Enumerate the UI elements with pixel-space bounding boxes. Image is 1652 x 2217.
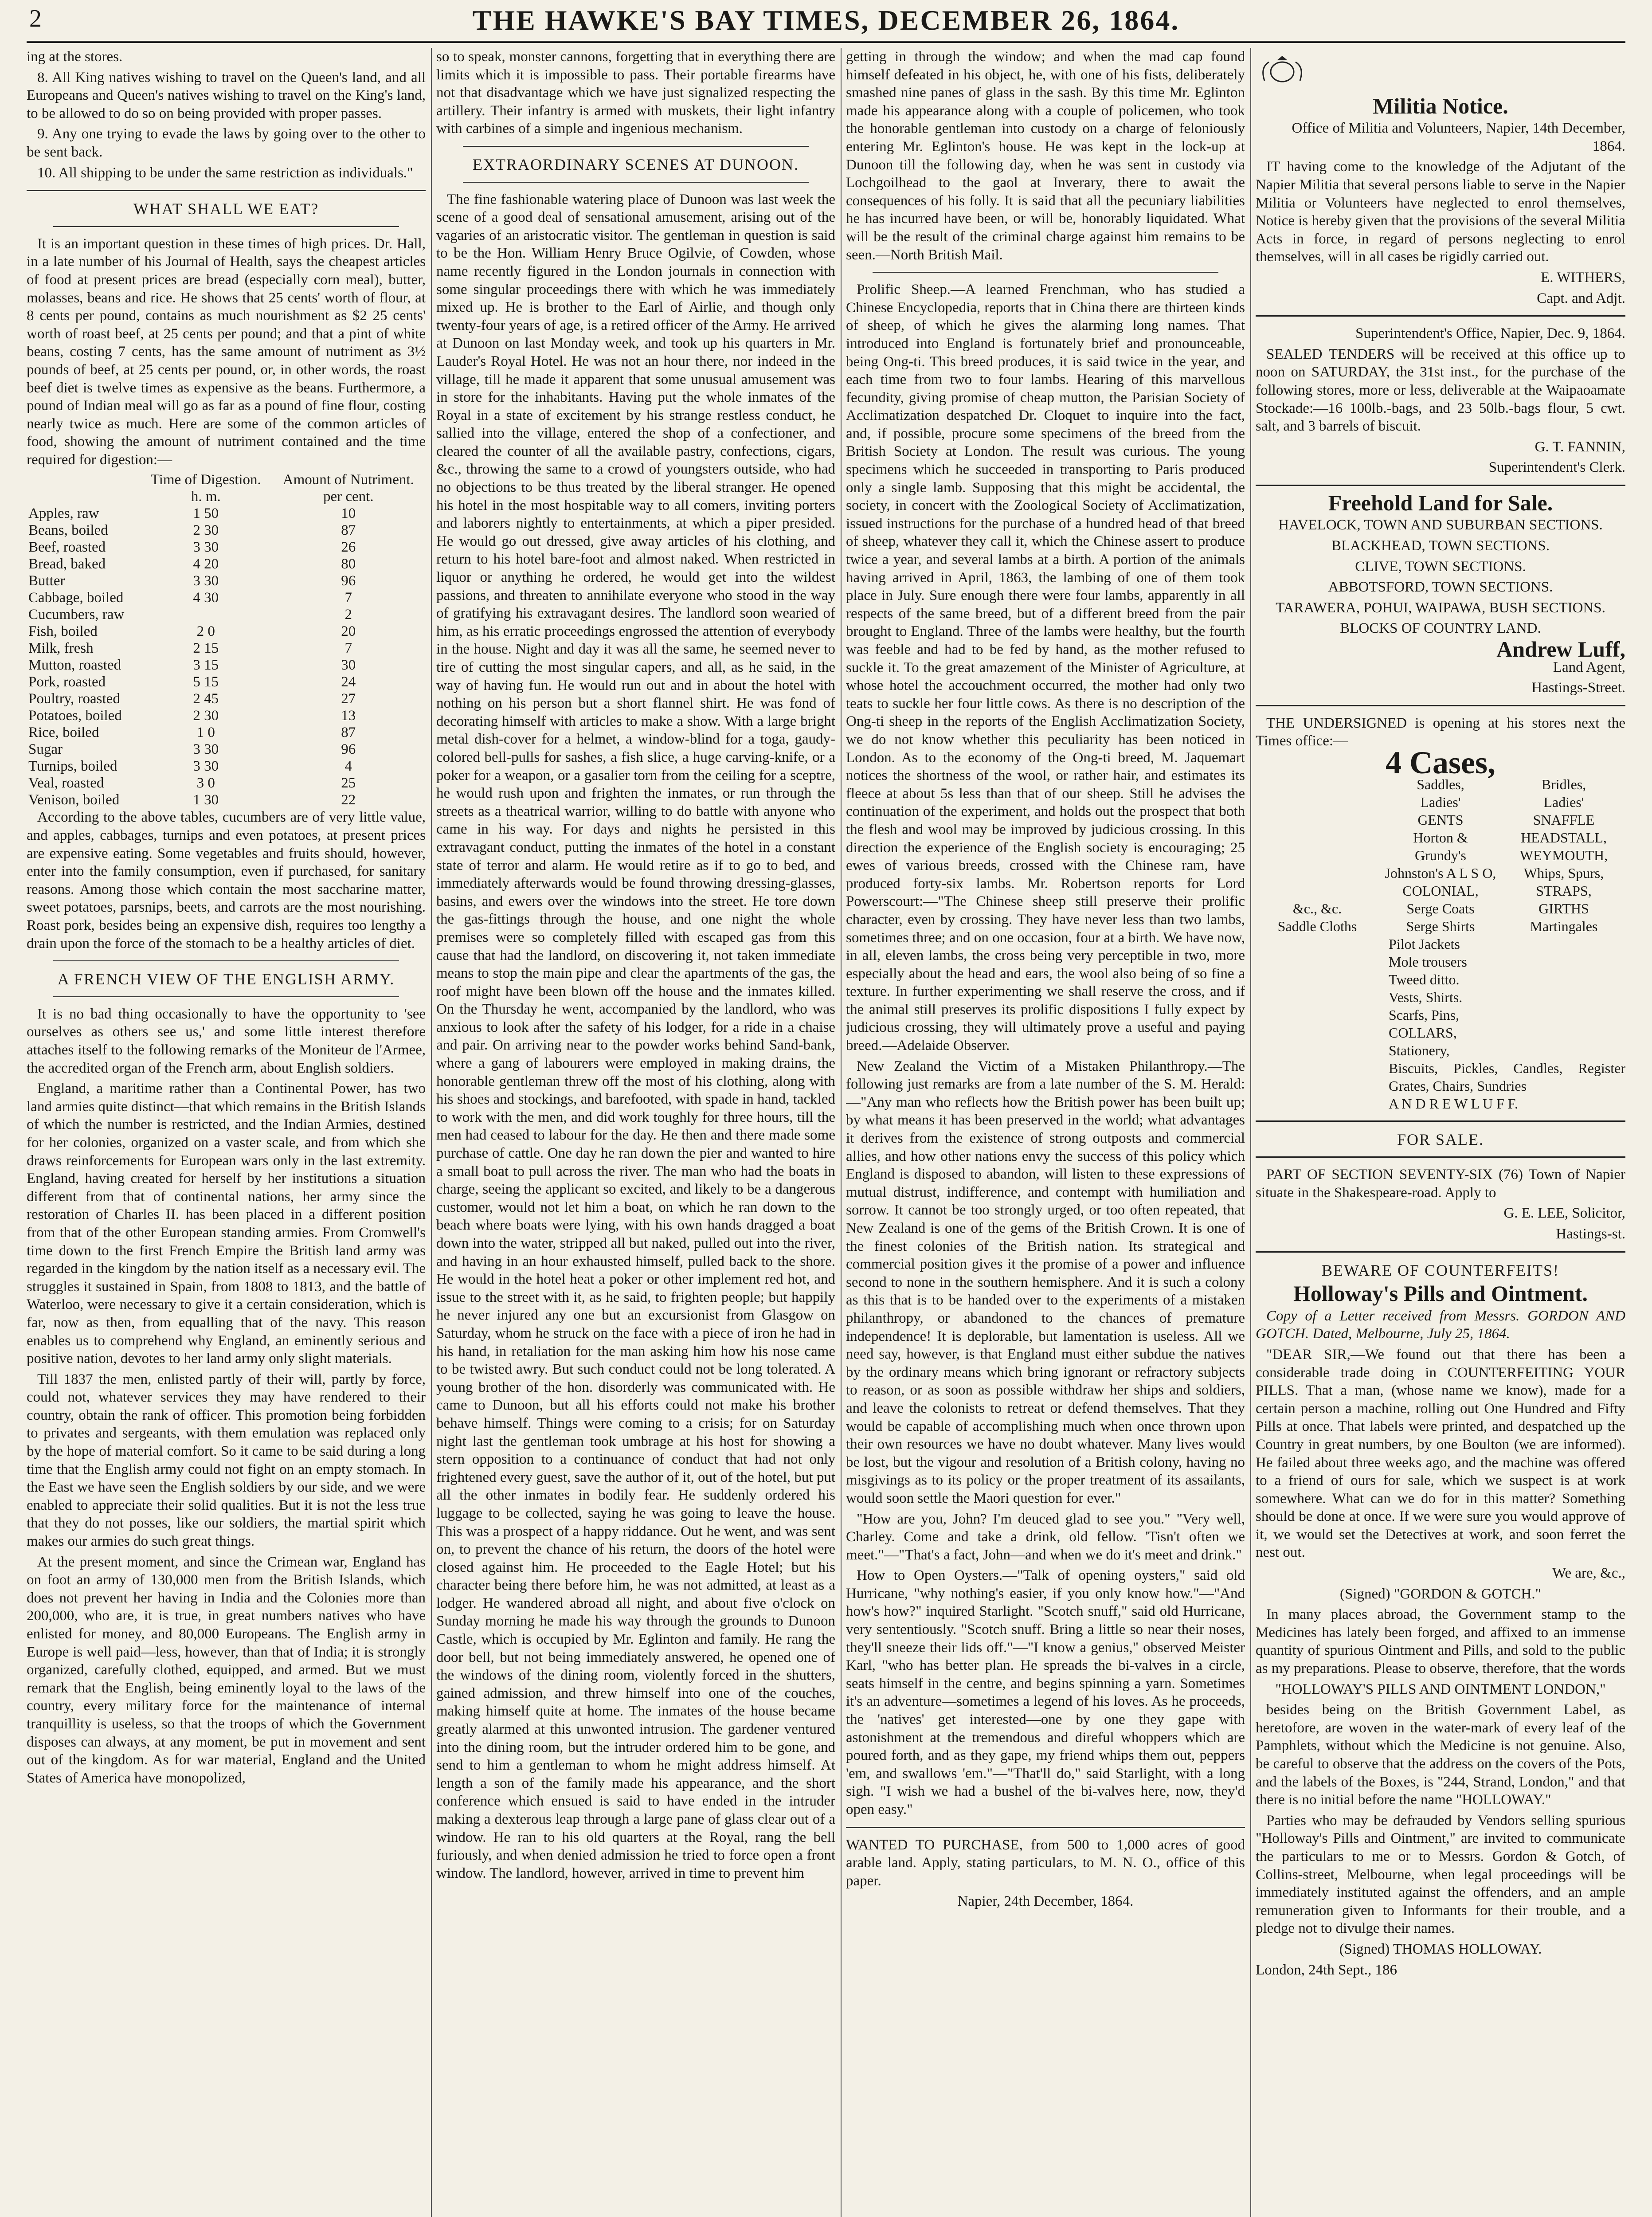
article-text: getting in through the window; and when the mad cap found himself defeated in his object, he, with one of his fists, deliberately smashed nine panes of glass in the sash. By this time Mr. Eglinton made his appearance along with a couple of policemen, who took the honorable gentleman into custody on a charge of feloniously entering Mr. Eglinton's house. He was kept in the lock-up at Dunoon till the following day, when he was sent in custody via Lochgoilhead to the gaol at Inverary, there to await the consequences of his folly. It is said that all the pecuniary liabilities he has incurred have been, or will be, honorably liquidated. What will be the result of the criminal charge against him remains to be seen.—North British Mail. bbox=[846, 49, 1245, 263]
article-text: "How are you, John? I'm deuced glad to see you." "Very well, Charley. Come and take a drink, old fellow. 'Tisn't often we meet."—"That's a fact, John—and when we do it's meet and drink." bbox=[846, 1511, 1245, 1563]
for-sale-signature: G. E. LEE, Solicitor, bbox=[1503, 1205, 1625, 1222]
militia-signature: E. WITHERS, bbox=[1541, 269, 1625, 286]
nutriment-percent: 24 bbox=[341, 674, 356, 690]
food-name: Mutton, roasted bbox=[28, 657, 121, 674]
column-2 bbox=[436, 48, 835, 2217]
article-text: According to the above tables, cucumbers are of very little value, and apples, cabbages, turnips and even potatoes, at present prices are expensive eating. Some vegetables and fruits should, however, enter into the family consumption, even if purchased, for sanitary reasons. Among those which contain the most saccharine matter, sweet potatoes, parsnips, beets, and carrots are the most nourishing. Roast pork, besides being an expensive dish, requires too lengthy a drain upon the force of the stomach to be a healthy articles of diet. bbox=[27, 809, 426, 952]
agent-title: Land Agent, bbox=[1553, 659, 1625, 675]
divider bbox=[1256, 705, 1625, 706]
digestion-time: 3 30 bbox=[193, 573, 219, 589]
militia-notice-title: Militia Notice. bbox=[1373, 93, 1508, 118]
digestion-time: 3 30 bbox=[193, 741, 219, 758]
goods-list-item: Mole trousers bbox=[1389, 953, 1467, 970]
cases-heading: 4 Cases, bbox=[1386, 745, 1495, 780]
table-row bbox=[27, 791, 426, 808]
divider bbox=[1256, 485, 1625, 486]
freehold-line: CLIVE, TOWN SECTIONS. bbox=[1355, 558, 1526, 575]
article-text: 9. Any one trying to evade the laws by going over to the other to be sent back. bbox=[27, 126, 426, 160]
divider bbox=[27, 190, 426, 191]
article-text: so to speak, monster cannons, forgetting that in everything there are limits which it is impossible to pass. Their portable firearms have not that disadvantage which we have just signalized respecting the artillery. Their infantry is armed with muskets, their light infantry with carbines of a simple and ingenious mechanism. bbox=[436, 49, 835, 137]
page-number: 2 bbox=[29, 5, 42, 32]
freehold-line: HAVELOCK, TOWN AND SUBURBAN SECTIONS. bbox=[1278, 517, 1603, 533]
food-name: Apples, raw bbox=[28, 505, 99, 522]
column-4 bbox=[1256, 48, 1625, 2217]
goods-item bbox=[1256, 793, 1379, 811]
food-name: Sugar bbox=[28, 741, 63, 758]
food-name: Venison, boiled bbox=[28, 792, 120, 808]
digestion-time: 1 30 bbox=[193, 792, 219, 808]
agent-name: Andrew Luff, bbox=[1496, 637, 1625, 662]
food-name: Fish, boiled bbox=[28, 623, 98, 640]
goods-list-item: Biscuits, Pickles, Candles, Register Grates, Chairs, Sundries bbox=[1389, 1060, 1625, 1094]
table-row bbox=[27, 775, 426, 791]
goods-item: Saddles, bbox=[1417, 776, 1464, 792]
column-3 bbox=[846, 48, 1245, 2217]
divider bbox=[463, 146, 809, 147]
divider bbox=[1256, 1156, 1625, 1158]
freehold-line: ABBOTSFORD, TOWN SECTIONS. bbox=[1328, 579, 1553, 595]
divider bbox=[1256, 1251, 1625, 1253]
beware-heading: BEWARE OF COUNTERFEITS! bbox=[1321, 1261, 1559, 1279]
goods-item: Bridles, bbox=[1541, 776, 1586, 792]
column-rule bbox=[1250, 48, 1251, 2217]
holloway-text: "HOLLOWAY'S PILLS AND OINTMENT LONDON," bbox=[1275, 1681, 1606, 1697]
food-name: Cabbage, boiled bbox=[28, 590, 124, 606]
column-rule bbox=[841, 48, 842, 2217]
food-name: Beans, boiled bbox=[28, 522, 108, 539]
food-name: Cucumbers, raw bbox=[28, 607, 125, 623]
royal-crest-icon bbox=[1256, 54, 1309, 85]
column-header: Amount of Nutriment. bbox=[282, 472, 414, 488]
tender-notice-text: SEALED TENDERS will be received at this office up to noon on SATURDAY, the 31st inst., for the purchase of the following stores, more or less, deliverable at the Waipaoamate Stockade:—16 100lb.-bags, and 23 50lb.-bags flour, 5 cwt. salt, and 3 barrels of biscuit. bbox=[1256, 346, 1625, 435]
goods-item bbox=[1256, 864, 1379, 882]
nutriment-percent: 30 bbox=[341, 657, 356, 674]
digestion-table bbox=[27, 471, 426, 808]
goods-item bbox=[1256, 776, 1379, 793]
for-sale-address: Hastings-st. bbox=[1556, 1226, 1625, 1242]
column-1 bbox=[27, 48, 426, 2217]
article-text: At the present moment, and since the Crimean war, England has on foot an army of 130,000 men from the British Islands, which does not prevent her having in India and the Colonies more than 200,000, who are, it is true, in great numbers natives who have enlisted for money, and 80,000 Europeans. The English army in Europe is well paid—less, however, than that of India; it is strongly organized, carefully clothed, equipped, and armed. But we must remark that the English, being eminently loyal to the laws of the country, every military force for the maintenance of internal tranquillity is useless, so that the troops of which the Government disposes can always, at any moment, be put in movement and sent out of the kingdom. As for war material, England and the United States of America have monopolized, bbox=[27, 1554, 426, 1786]
divider bbox=[1256, 1120, 1625, 1122]
goods-item: HEADSTALL, bbox=[1521, 829, 1607, 846]
for-sale-title: FOR SALE. bbox=[1397, 1130, 1484, 1148]
column-unit: h. m. bbox=[191, 489, 221, 505]
freehold-title: Freehold Land for Sale. bbox=[1328, 490, 1553, 515]
nutriment-percent: 96 bbox=[341, 573, 356, 589]
food-name: Beef, roasted bbox=[28, 539, 106, 556]
tender-signature-title: Superintendent's Clerk. bbox=[1488, 459, 1625, 476]
nutriment-percent: 10 bbox=[341, 505, 356, 522]
goods-item: Ladies' bbox=[1420, 794, 1461, 810]
wanted-advert: WANTED TO PURCHASE, from 500 to 1,000 acres of good arable land. Apply, stating particulars, to M. N. O., office of this paper. bbox=[846, 1837, 1245, 1889]
divider bbox=[53, 226, 399, 227]
nutriment-percent: 27 bbox=[341, 691, 356, 707]
holloway-text: besides being on the British Government Label, as heretofore, are woven in the water-mark of every leaf of the Pamphlets, without which the Medicine is not genuine. Also, be careful to observe that the address on the covers of the Pots, and the labels of the Boxes, is "244, Strand, London," and that there is no initial before the name "HOLLOWAY." bbox=[1256, 1702, 1625, 1808]
table-header-row bbox=[27, 471, 426, 488]
wanted-date: Napier, 24th December, 1864. bbox=[957, 1893, 1134, 1910]
table-row bbox=[27, 572, 426, 589]
divider bbox=[463, 182, 809, 183]
column-rule bbox=[431, 48, 432, 2217]
newspaper-title: THE HAWKE'S BAY TIMES, DECEMBER 26, 1864. bbox=[472, 4, 1180, 36]
nutriment-percent: 96 bbox=[341, 741, 356, 758]
article-headline: EXTRAORDINARY SCENES AT DUNOON. bbox=[472, 155, 799, 173]
nutriment-percent: 13 bbox=[341, 708, 356, 724]
food-name: Veal, roasted bbox=[28, 775, 104, 791]
digestion-time: 2 30 bbox=[193, 708, 219, 724]
article-headline: A FRENCH VIEW OF THE ENGLISH ARMY. bbox=[57, 970, 395, 988]
goods-item bbox=[1256, 811, 1379, 829]
goods-item bbox=[1256, 846, 1379, 864]
nutriment-percent: 7 bbox=[344, 640, 352, 657]
article-text: 8. All King natives wishing to travel on the Queen's land, and all Europeans and Queen's natives wishing to travel on the King's land, to be allowed to do so on being provided with proper passes. bbox=[27, 69, 426, 121]
goods-item: SNAFFLE bbox=[1533, 811, 1595, 828]
digestion-time: 2 15 bbox=[193, 640, 219, 657]
undersigned-text: THE UNDERSIGNED is opening at his stores next the Times office:— bbox=[1256, 715, 1625, 749]
nutriment-percent: 87 bbox=[341, 522, 356, 539]
goods-list-item: Pilot Jackets bbox=[1389, 936, 1460, 952]
food-name: Milk, fresh bbox=[28, 640, 94, 657]
article-text: It is an important question in these times of high prices. Dr. Hall, in a late number of his Journal of Health, says the cheapest articles of food at present prices are bread (especially corn meal), butter, molasses, beans and rice. He shows that 25 cents' worth of flour, at 8 cents per pound, contains as much nourishment as $2 25 cents' worth of roast beef, at 25 cents per pound; and that a pint of white beans, costing 7 cents, has the same amount of nutriment as 3½ pounds of beef, at 25 cents per pound, or, in other words, the roast beef diet is twelve times as expensive as the beans. Furthermore, a pound of Indian meal will go as far as a pound of fine flour, costing nearly twice as much. Here are some of the common articles of food, showing the amount of nutriment contained and the time required for digestion:— bbox=[27, 235, 426, 468]
goods-item: GENTS bbox=[1417, 811, 1464, 828]
goods-item bbox=[1256, 882, 1379, 900]
digestion-time bbox=[141, 606, 271, 623]
table-row bbox=[27, 556, 426, 572]
table-row bbox=[27, 623, 426, 640]
article-text: New Zealand the Victim of a Mistaken Philanthropy.—The following just remarks are from a late number of the S. M. Herald:—"Any man who reflects how the British power has been built up; by what means it has been preserved in the world; what advantages it derives from the existence of strong outposts and commercial allies, and how other nations envy the success of this policy which England is disposed to abandon, will listen to these expressions of mutual distrust, indifference, and contempt with humiliation and sorrow. It cannot be too strongly urged, or too often repeated, that New Zealand is one of the gems of the British Crown. It is one of the finest colonies of the British nation. Its strategical and commercial position gives it the promise of a power and influence second to none in the southern hemisphere. And it is such a colony as this that is to be handed over to the experiments of a mistaken philanthropy, or abandoned to the chances of premature independence! It is deplorable, but lamentation is useless. All we need say, however, is that England must either subdue the natives by the ordinary means which bring ignorant or refractory subjects to reason, or as soon as possible withdraw her ships and soldiers, and leave the colonists to retreat or defend themselves. That they would be capable of accomplishing much when once thrown upon their own resources we have no doubt whatever. Many lives would be lost, but the vigour and resolution of a British colony, having no misgivings as to its policy or the proper treatment of its assailants, would soon settle the Maori question for ever." bbox=[846, 1058, 1245, 1506]
nutriment-percent: 7 bbox=[344, 590, 352, 606]
nutriment-percent: 20 bbox=[341, 623, 356, 640]
goods-item: Ladies' bbox=[1543, 794, 1584, 810]
holloway-letter: "DEAR SIR,—We found out that there has been a considerable trade doing in COUNTERFEITING YOUR PILLS. That a man, (whose name we know), made for a certain person a machine, rolling out One Hundred and Fifty Pills at once. That labels were printed, and despatched up the Country in great numbers, by one Boulton (we are informed). He failed about three weeks ago, and the machine was offered to a friend of ours for sale, which we suspect is at work somewhere. What can we do for in this matter? Something should be done at once. If we were sure you would approve of it, we would set the Detectives at work, and soon ferret the nest out. bbox=[1256, 1346, 1625, 1561]
goods-list-item: COLLARS, bbox=[1389, 1024, 1457, 1041]
goods-item: STRAPS, bbox=[1536, 882, 1592, 899]
article-text: Prolific Sheep.—A learned Frenchman, who has studied a Chinese Encyclopedia, reports that in China there are thirteen kinds of sheep, of which he gives the alarming long names. That introduced into England is fortunately brief and pronounceable, being Ong-ti. This breed produces, it is said twice in the year, and each time from two to four lambs. Hearing of this marvellous fecundity, giving promise of cheap mutton, the Parisian Society of Acclimatization despatched Dr. Cloquet to inquire into the fact, and, if possible, procure some specimens of the breed from the British Society at London. The result was curious. The young specimens which he succeeded in transporting to Paris produced only a single lamb. Supposing that this might be accidental, the society, in concert with the Zoological Society of Acclimatization, issued instructions for the purchase of a hundred head of that breed of sheep, whatever they call it, which the Chinese assert to produce twice a year, and several lambs at a birth. A portion of the animals having arrived in April, 1863, the lambing of one of them took place in July. Sure enough there were four lambs, apparently in all respects of the same breed, but of a different breed from the pair brought to England. Three of the lambs were healthy, but the fourth was feeble and had to be fed by hand, as the mother refused to suckle it. To the great amazement of the Minister of Agriculture, at whose hotel the accouchment occurred, the mother had only two teats to suckle her four little cows. As there is no description of the Ong-ti sheep in the reports of the English Acclimatization Society, we do not know whether this peculiarity has been noticed in London. As to the economy of the Ong-ti breed, M. Jaquemart notices the shortness of the wool, or rather hair, and estimates its fleece at about 5s less than that of our sheep. Still he advises the continuation of the experiment, and holds out the prospect that both the flesh and wool may be improved by judicious crossing. In this direction the experience of the English society is encouraging; 25 ewes of various breeds, crossed with the Chinese ram, have produced forty-six lambs. Mr. Robertson reports for Lord Powerscourt:—"The Chinese sheep still preserve their prolific character, even by crossing. They have never less than two lambs, sometimes three; and on one occasion, four at a birth. We have now, in all, eleven lambs, the cross being very perceptible in two, more especially about the head and ears, the wool also being of so fine a texture. In further experimenting we shall reserve the cross, and if the animal still preserves its prolific dispositions I fully expect by judicious crossing, they will ultimately prove a useful and paying breed.—Adelaide Observer. bbox=[846, 282, 1245, 1054]
goods-list-item: A N D R E W L U F F. bbox=[1389, 1095, 1518, 1112]
food-name: Butter bbox=[28, 573, 65, 589]
food-name: Bread, baked bbox=[28, 556, 106, 572]
holloway-closing: We are, &c., bbox=[1552, 1565, 1625, 1582]
holloway-title: Holloway's Pills and Ointment. bbox=[1293, 1281, 1588, 1306]
militia-office: Office of Militia and Volunteers, Napier, 14th December, 1864. bbox=[1292, 120, 1625, 154]
goods-list-item: Vests, Shirts. bbox=[1389, 989, 1463, 1005]
article-text: It is no bad thing occasionally to have the opportunity to 'see ourselves as others see us,' and some little interest therefore attaches itself to the following remarks of the Moniteur de l'Armee, the accredited organ of the French arm, about English soldiers. bbox=[27, 1006, 426, 1076]
militia-notice-text: IT having come to the knowledge of the Adjutant of the Napier Militia that several persons liable to serve in the Napier Militia or Volunteers have neglected to enrol themselves, Notice is hereby given that the provisions of the several Militia Acts in force, in regard of persons neglecting to enrol themselves, will in all cases be rigidly carried out. bbox=[1256, 159, 1625, 265]
food-name: Poultry, roasted bbox=[28, 691, 120, 707]
goods-item: COLONIAL, bbox=[1402, 882, 1479, 899]
goods-item: Serge Coats bbox=[1406, 900, 1475, 917]
holloway-copy-line: Copy of a Letter received from Messrs. GORDON AND GOTCH. Dated, Melbourne, July 25, 1864. bbox=[1256, 1308, 1625, 1342]
digestion-time: 4 30 bbox=[193, 590, 219, 606]
table-row bbox=[27, 707, 426, 724]
divider bbox=[873, 272, 1218, 273]
table-body bbox=[27, 505, 426, 808]
food-name: Potatoes, boiled bbox=[28, 708, 122, 724]
goods-item: Horton & bbox=[1413, 829, 1468, 846]
digestion-time: 2 45 bbox=[193, 691, 219, 707]
table-units-row bbox=[27, 488, 426, 505]
digestion-time: 3 30 bbox=[193, 539, 219, 556]
digestion-time: 2 0 bbox=[196, 623, 215, 640]
goods-grid bbox=[1256, 776, 1625, 935]
goods-list-item: Tweed ditto. bbox=[1389, 971, 1460, 987]
column-header: Time of Digestion. bbox=[150, 472, 261, 488]
table-row bbox=[27, 505, 426, 522]
divider bbox=[846, 1827, 1245, 1828]
table-row bbox=[27, 522, 426, 539]
digestion-time: 2 30 bbox=[193, 522, 219, 539]
goods-item: Martingales bbox=[1530, 918, 1598, 934]
divider bbox=[1256, 315, 1625, 317]
freehold-line: BLACKHEAD, TOWN SECTIONS. bbox=[1331, 538, 1550, 554]
nutriment-percent: 80 bbox=[341, 556, 356, 572]
tender-signature: G. T. FANNIN, bbox=[1535, 439, 1625, 455]
holloway-text: Parties who may be defrauded by Vendors selling spurious "Holloway's Pills and Ointment," are invited to communicate the particulars to me or to Messrs. Gordon & Gotch, of Collins-street, Melbourne, when legal proceedings will be immediately instituted against the offenders, and an ample remuneration given to Informants for their trouble, and a pledge not to divulge their names. bbox=[1256, 1812, 1625, 1937]
digestion-time: 4 20 bbox=[193, 556, 219, 572]
table-row bbox=[27, 741, 426, 758]
table-row bbox=[27, 724, 426, 741]
table-row bbox=[27, 690, 426, 707]
divider bbox=[53, 996, 399, 997]
goods-list bbox=[1256, 935, 1625, 1112]
article-text: How to Open Oysters.—"Talk of opening oysters," said old Hurricane, "why nothing's easier, if you only know how."—"And how's how?" inquired Starlight. "Scotch snuff," said old Hurricane, very sententiously. "Scotch snuff. Bring a little so near their noses, they'll sneeze their lids off."—"I know a genius," observed Meister Karl, "who has better plan. He spreads the bi-valves in a circle, seats himself in the centre, and begins spinning a yarn. Sometimes it's an adventure—sometimes a legend of his loves. As he proceeds, the 'natives' get interested—one by one they gape with astonishment at the tremendous and direful whoppers which are poured forth, and as they gape, my friend whips them out, peppers 'em, and swallows 'em."—"That'll do," said Starlight, with a long sigh. "I wish we had a bushel of the bi-valves here, now, they'd open easy." bbox=[846, 1567, 1245, 1817]
for-sale-text: PART OF SECTION SEVENTY-SIX (76) Town of Napier situate in the Shakespeare-road. Apply to bbox=[1256, 1167, 1625, 1201]
article-text: The fine fashionable watering place of Dunoon was last week the scene of a good deal of sensational amusement, arising out of the vagaries of an aristocratic visitor. The gentleman in question is said to be the Hon. William Henry Bruce Ogilvie, of Cowden, whose name recently figured in the London journals in connection with some singular proceedings there with which he was immediately mixed up. He is brother to the Earl of Airlie, and though only twenty-four years of age, is a retired officer of the Army. He arrived at Dunoon on last Monday week, and took up his quarters in Mr. Lauder's Royal Hotel. He was not an hour there, nor indeed in the village, till he made it apparent that some unusual amusement was in store for the inhabitants. Having put the whole inmates of the Royal in a state of excitement by his strange restless conduct, he sallied into the village, entered the shop of a confectioner, and cleared the counter of all the available pastry, confections, cigars, &c., throwing the same to a crowd of youngsters outside, who had no objections to be thus treated by the liberal stranger. He opened his hotel in the most hospitable way to all comers, inviting porters and laborers nightly to entertainments, at which a piper presided. He would go out dressed, give away articles of his clothing, and return to his hotel bare-foot and almost naked. When restricted in liquor or anything he ordered, he would get into the wildest passions, and threaten to annihilate everyone who stood in the way of gratifying his extravagant desires. The landlord soon wearied of him, as his erratic proceedings engrossed the attention of everybody in the house. Night and day it was all the same, he seemed never to tire of cutting the most singular capers, and all, as he said, in the way of having fun. He would run out and in about the hotel with nothing on his person but a short flannel shirt. He was fond of decorating himself with articles to make a show. With a large bright metal dish-cover for a helmet, a window-blind for a toga, gaudy-colored bell-pulls for sashes, a fish slice, a huge carving-knife, or a poker for a weapon, or a gasalier torn from the ceiling for a sceptre, he would rush upon and frighten the inmates, or run through the streets as a theatrical warrior, willing to do battle with anyone who came in his way. For days and nights he persisted in this extravagant conduct, putting the inmates of the hotel in a constant state of terror and alarm. He would retire as if to go to bed, and immediately afterwards would be found throwing dressing-glasses, basins, and ewers over the windows into the street. He tore down the gas-fittings through the house, and one night the whole premises were so completely filled with escaped gas from this cause that had the landlord, on discovering it, not taken immediate means to stop the main pipe and clear the apartments of the gas, the roof might have been blown off the house and the inmates killed. On the Thursday he went, accompanied by the landlord, who was anxious to look after the safety of his lodger, for a ride in a chaise and pair. On arriving near to the powder works behind Sand-bank, where a gang of labourers were employed in making drains, the honorable gentleman threw off the most of his clothing, along with his shoes and stockings, and barefooted, with spade in hand, tackled to work with the men, and did work toughly for three hours, till the men had ceased to labour for the day. He then and there made some purchase of cattle. One day he ran down the pier and wanted to hire a small boat to pull across the river. The man who had the boats in charge, seeing the applicant so excited, and likely to be a dangerous customer, would not let him a boat, on which he ran down to the beach where boats were lying, with his own hands dragged a boat down into the water, stripped all but naked, pulled out into the river, and having in an hour exhausted himself, pulled back to the shore. He would in the hotel heat a poker or other implement red hot, and issue to the street with it, as he said, to frighten people; but happily he never injured any one but an excursionist from Glasgow on Saturday, whom he struck on the face with a piece of iron he had in his hand, in retaliation for the man asking him how his nose came to be twisted awry. But such conduct could not be long tolerated. A young brother of the hon. disorderly was communicated with. He came to Dunoon, but all his efforts could not make his brother behave himself. Things were coming to a crisis; for on Saturday night last the gentleman took umbrage at his host for showing a stern opposition to a continuance of conduct that had not only frightened every guest, save the author of it, out of the hotel, but put all the other inmates in bodily fear. He suddenly ordered his luggage to be collected, saying he was going to leave the house. This was a prospect of a happy riddance. Out he went, and was sent on, to prevent the chance of his return, the doors of the hotel were closed against him. He proceeded to the Eagle Hotel; but his character being there before him, he was not admitted, at least as a lodger. He wandered abroad all night, and about five o'clock on Sunday morning he made his way through the grounds to Dunoon Castle, which is occupied by Mr. Eglinton and family. He rang the door bell, but not being immediately answered, he opened one of the windows of the dining room, violently forced in the shutters, gained admission, and threw himself into one of the couches, making himself quite at home. The inmates of the house became greatly alarmed at this unwonted intrusion. The gardener ventured into the dining room, but the intruder ordered him to be gone, and send to him a gentleman to whom he might address himself. At length a son of the family made his appearance, and the short conference which ensued is said to have ended in the intruder making a dexterous leap through a large pane of glass clear out of a window. He ran to his old quarters at the Royal, rang the bell furiously, and when denied admission he tried to force open a front window. The landlord, however, arrived in time to prevent him bbox=[436, 191, 835, 1881]
nutriment-percent: 26 bbox=[341, 539, 356, 556]
food-name: Rice, boiled bbox=[28, 725, 99, 741]
goods-item: Whips, Spurs, bbox=[1523, 865, 1604, 881]
superintendent-office: Superintendent's Office, Napier, Dec. 9, 1864. bbox=[1355, 325, 1625, 342]
goods-item: Johnston's A L S O, bbox=[1385, 865, 1496, 881]
article-text: England, a maritime rather than a Continental Power, has two land armies quite distinct—that which remains in the British Islands of which the number is restricted, and the Indian Armies, destined for her colonies, organized on a vaster scale, and from which she draws reinforcements for European wars only in the last extremity. England, having created for herself by her institutions a situation different from that of continental nations, her army since the restoration of Charles II. has been placed in a different position from that of the other European standing armies. From Cromwell's time down to the first French Empire the British land army was regarded in the kingdom by the nation itself as a necessary evil. The struggles it sustained in Spain, from 1808 to 1813, and the battle of Waterloo, were necessary to give it a certain consideration, which is far, now as then, from equalling that of the navy. This reason enables us to comprehend why England, an eminently serious and positive nation, devotes to her land army only slight materials. bbox=[27, 1081, 426, 1367]
table-row bbox=[27, 674, 426, 690]
digestion-time: 1 50 bbox=[193, 505, 219, 522]
nutriment-percent: 4 bbox=[344, 758, 352, 775]
goods-item: &c., &c. bbox=[1292, 900, 1342, 917]
goods-list-item: Scarfs, Pins, bbox=[1389, 1007, 1460, 1023]
table-row bbox=[27, 589, 426, 606]
nutriment-percent: 22 bbox=[341, 792, 356, 808]
masthead bbox=[27, 0, 1625, 43]
freehold-line: TARAWERA, POHUI, WAIPAWA, BUSH SECTIONS. bbox=[1276, 599, 1605, 616]
divider bbox=[53, 960, 399, 961]
table-row bbox=[27, 657, 426, 674]
nutriment-percent: 25 bbox=[341, 775, 356, 791]
goods-item bbox=[1256, 829, 1379, 846]
nutriment-percent: 87 bbox=[341, 725, 356, 741]
holloway-signed: (Signed) "GORDON & GOTCH." bbox=[1339, 1586, 1542, 1602]
food-name: Pork, roasted bbox=[28, 674, 106, 690]
article-text: Till 1837 the men, enlisted partly of their will, partly by force, could not, whatever services they may have rendered to their country, obtain the rank of officer. This promotion being forbidden to privates and sergeants, with them emulation was replaced only by the hope of material comfort. So it came to be said during a long time that the English army could not fight on an empty stomach. In the East we have seen the English soldiers by our side, and we were enabled to appreciate their solid qualities. But it is not the less true that they do not posses, like our soldiers, the martial spirit which makes our armies do such great things. bbox=[27, 1371, 426, 1550]
digestion-time: 3 30 bbox=[193, 758, 219, 775]
table-row bbox=[27, 606, 426, 623]
table-row bbox=[27, 758, 426, 775]
holloway-text: In many places abroad, the Government stamp to the Medicines has lately been forged, and affixed to an immense quantity of spurious Ointment and Pills, and sold to the public as my preparations. Please to observe, therefore, that the words bbox=[1256, 1606, 1625, 1677]
goods-item: Saddle Cloths bbox=[1277, 918, 1357, 934]
militia-signature-title: Capt. and Adjt. bbox=[1537, 290, 1625, 306]
digestion-time: 5 15 bbox=[193, 674, 219, 690]
holloway-signature: (Signed) THOMAS HOLLOWAY. bbox=[1339, 1941, 1542, 1957]
table-row bbox=[27, 539, 426, 556]
digestion-time: 3 15 bbox=[193, 657, 219, 674]
article-headline: WHAT SHALL WE EAT? bbox=[133, 200, 319, 218]
agent-address: Hastings-Street. bbox=[1531, 680, 1625, 696]
column-unit: per cent. bbox=[323, 489, 374, 505]
digestion-time: 3 0 bbox=[196, 775, 215, 791]
goods-item: WEYMOUTH, bbox=[1519, 847, 1608, 863]
goods-item: Serge Shirts bbox=[1406, 918, 1475, 934]
holloway-date: London, 24th Sept., 186 bbox=[1256, 1962, 1397, 1978]
goods-list-item: Stationery, bbox=[1389, 1042, 1450, 1058]
article-text: 10. All shipping to be under the same restriction as individuals." bbox=[37, 165, 413, 181]
table-row bbox=[27, 640, 426, 657]
freehold-line: BLOCKS OF COUNTRY LAND. bbox=[1340, 620, 1541, 637]
food-name: Turnips, boiled bbox=[28, 758, 117, 775]
article-text: ing at the stores. bbox=[27, 49, 123, 65]
digestion-time: 1 0 bbox=[196, 725, 215, 741]
goods-item: Grundy's bbox=[1415, 847, 1466, 863]
goods-item: GIRTHS bbox=[1538, 900, 1589, 917]
nutriment-percent: 2 bbox=[344, 607, 352, 623]
